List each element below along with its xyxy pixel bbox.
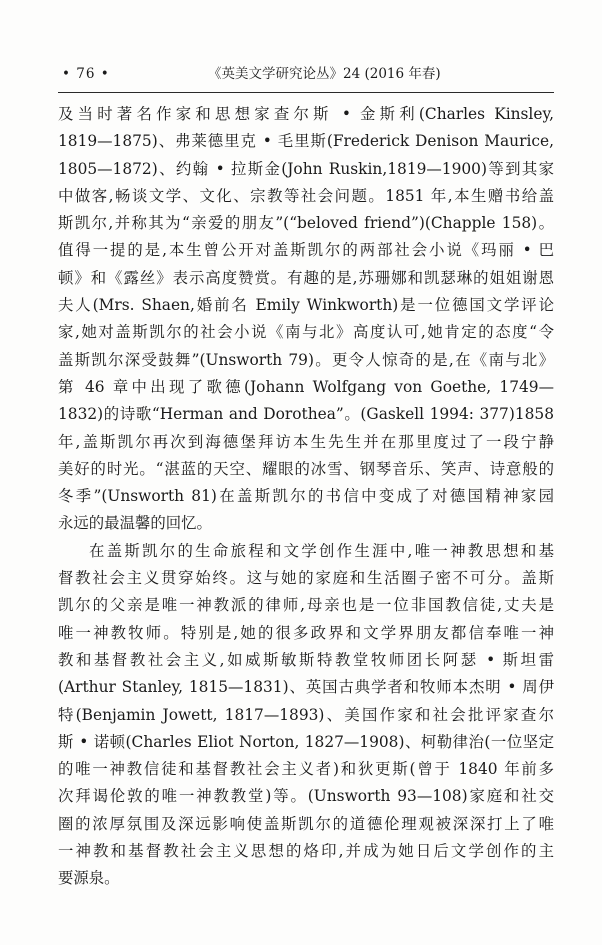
page-header bbox=[58, 62, 554, 86]
text-line: 斯 • 诺顿(Charles Eliot Norton, 1827—1908)、柯勒律治(一位坚定 bbox=[58, 732, 554, 751]
text-line: 中做客,畅谈文学、文化、宗教等社会问题。1851 年,本生赠书给盖 bbox=[58, 186, 554, 205]
text-line: 永远的最温馨的回忆。 bbox=[58, 514, 212, 533]
paragraph bbox=[58, 538, 554, 893]
text-line: 盖斯凯尔深受鼓舞”(Unsworth 79)。更令人惊奇的是,在《南与北》 bbox=[58, 350, 554, 369]
header-rule bbox=[58, 92, 554, 93]
text-line: 夫人(Mrs. Shaen,婚前名 Emily Winkworth)是一位德国文学评论 bbox=[58, 296, 554, 315]
running-head: 《英美文学研究论丛》24 (2016 年春) bbox=[208, 66, 441, 82]
text-line: 年,盖斯凯尔再次到海德堡拜访本生先生并在那里度过了一段宁静 bbox=[58, 432, 554, 451]
text-line: 值得一提的是,本生曾公开对盖斯凯尔的两部社会小说《玛丽 • 巴 bbox=[58, 241, 554, 260]
text-line: 第 46 章中出现了歌德(Johann Wolfgang von Goethe, 1749— bbox=[58, 377, 554, 396]
text-line: 次拜谒伦敦的唯一神教教堂)等。(Unsworth 93—108)家庭和社交 bbox=[58, 787, 554, 806]
text-line: 家,她对盖斯凯尔的社会小说《南与北》高度认可,她肯定的态度“令 bbox=[58, 323, 554, 342]
text-line: 唯一神教牧师。特别是,她的很多政界和文学界朋友都信奉唯一神 bbox=[58, 623, 554, 642]
text-line: (Arthur Stanley, 1815—1831)、英国古典学者和牧师本杰明 • 周伊 bbox=[58, 678, 554, 697]
page-number: • 76 • bbox=[62, 66, 110, 82]
text-line: 的唯一神教信徒和基督教社会主义者)和狄更斯(曾于 1840 年前多 bbox=[58, 760, 554, 779]
text-line: 顿》和《露丝》表示高度赞赏。有趣的是,苏珊娜和凯瑟琳的姐姐谢恩 bbox=[58, 268, 554, 287]
paragraph bbox=[58, 101, 554, 538]
text-line: 冬季”(Unsworth 81)在盖斯凯尔的书信中变成了对德国精神家园 bbox=[58, 487, 554, 506]
text-line: 督教社会主义贯穿始终。这与她的家庭和生活圈子密不可分。盖斯 bbox=[58, 569, 554, 588]
text-line: 圈的浓厚氛围及深远影响使盖斯凯尔的道德伦理观被深深打上了唯 bbox=[58, 814, 554, 833]
text-line: 要源泉。 bbox=[58, 869, 120, 888]
text-line: 美好的时光。“湛蓝的天空、耀眼的冰雪、钢琴音乐、笑声、诗意般的 bbox=[58, 459, 554, 478]
text-line: 1805—1872)、约翰 • 拉斯金(John Ruskin,1819—1900)等到其家 bbox=[58, 159, 554, 178]
text-line: 在盖斯凯尔的生命旅程和文学创作生涯中,唯一神教思想和基 bbox=[89, 541, 554, 560]
text-line: 一神教和基督教社会主义思想的烙印,并成为她日后文学创作的主 bbox=[58, 842, 554, 861]
text-line: 斯凯尔,并称其为“亲爱的朋友”(“beloved friend”)(Chapple 158)。 bbox=[58, 214, 554, 233]
body-text bbox=[58, 101, 554, 893]
text-line: 1832)的诗歌“Herman and Dorothea”。(Gaskell 1994: 377)1858 bbox=[58, 405, 554, 424]
text-line: 特(Benjamin Jowett, 1817—1893)、美国作家和社会批评家查尔 bbox=[58, 705, 554, 724]
text-line: 及当时著名作家和思想家查尔斯 • 金斯利(Charles Kinsley, bbox=[58, 105, 554, 123]
text-line: 教和基督教社会主义,如威斯敏斯特教堂牧师团长阿瑟 • 斯坦雷 bbox=[58, 650, 554, 669]
text-line: 凯尔的父亲是唯一神教派的律师,母亲也是一位非国教信徒,丈夫是 bbox=[58, 596, 554, 615]
text-line: 1819—1875)、弗莱德里克 • 毛里斯(Frederick Denison Maurice, bbox=[58, 132, 554, 151]
